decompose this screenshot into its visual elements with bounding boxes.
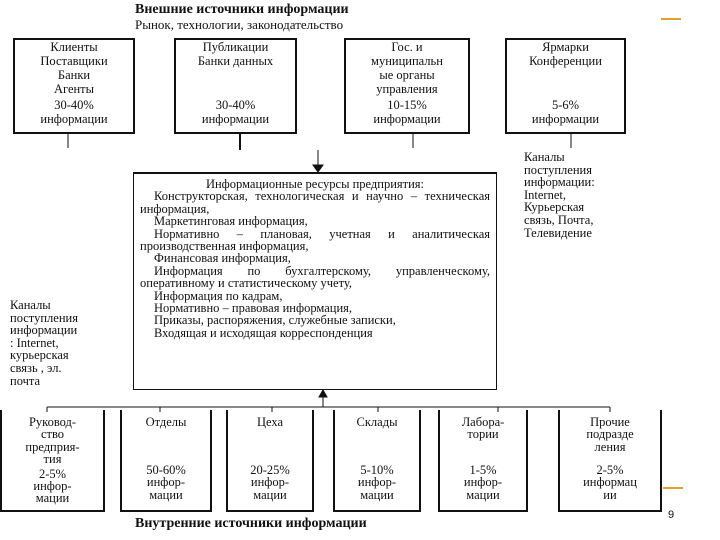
label: Публикации [202,40,269,54]
label: Гос. и [391,40,423,54]
external-sources-title: Внешние источники информации [135,2,349,17]
share-label: информации [201,112,270,126]
resources-heading: Информационные ресурсы предприятия: [205,177,425,191]
label: Internet, [524,187,566,202]
label: ство [40,427,65,442]
resource-item: Приказы, распоряжения, служебные записки, [154,313,396,328]
label: Каналы [10,298,51,312]
label: информации [10,323,78,338]
label: Лабора- [461,415,505,429]
share-label: инфор- [357,475,397,490]
share-label: мации [149,487,183,502]
external-sources-subtitle: Рынок, технологии, законодательство [135,17,344,32]
share-label: ии [603,487,617,502]
share-label: информации [373,112,441,126]
label: тории [467,427,499,442]
label: предприя- [25,439,80,454]
share-value: 1-5% [469,463,497,477]
share-label: мации [35,491,70,506]
label: Руковод- [28,415,77,429]
share-label: инфор- [250,475,290,490]
external-source-fairs [505,38,626,134]
external-source-clients [13,38,135,134]
share-value: 20-25% [250,463,290,477]
internal-source-other [558,410,662,512]
internal-sources-title: Внутренние источники информации [135,516,367,531]
internal-source-management [0,410,105,512]
label: Каналы [524,150,565,164]
share-value: 50-60% [146,463,186,477]
label: подразде [586,427,634,442]
label: Курьерская [524,200,585,215]
share-value: 30-40% [215,98,256,112]
internal-source-warehouses [333,410,421,512]
label: связь, Почта, [524,212,594,227]
label: поступления [10,310,78,325]
share-label: мации [466,487,500,502]
label: Поставщики [40,54,108,68]
share-value: 2-5% [38,466,67,481]
label: управления [376,82,438,96]
share-value: 30-40% [54,98,94,112]
resource-item: Нормативно – правовая информация, [154,301,353,316]
share-label: инфор- [146,475,186,490]
label: муниципальн [371,54,443,68]
share-label: инфор- [463,475,503,490]
resource-item: Финансовая информация, [154,251,291,266]
label: Цеха [256,415,284,429]
resource-item: Входящая и исходящая корреспонденция [154,325,373,340]
label: информации: [524,175,595,190]
label: Телевидение [524,225,592,240]
label: тия [43,452,62,467]
share-label: информации [40,112,108,126]
label: Склады [356,415,398,429]
label: ления [594,439,626,454]
share-value: 5-6% [551,98,580,112]
share-label: информац [583,475,637,490]
share-label: мации [253,487,287,502]
label: ые органы [379,68,435,82]
share-value: 5-10% [360,463,394,477]
accent-dash [663,487,683,489]
label: Прочие [590,415,630,429]
label: Конференции [529,54,602,68]
label: Агенты [53,82,95,96]
external-source-publications [174,38,297,134]
channels-right [524,151,595,239]
share-label: мации [360,487,394,502]
page-number: 9 [668,509,675,521]
enterprise-resources-box [133,172,497,390]
resource-item: Информация по бухгалтерскому, управленческому, оперативному и статистическому учету, [140,263,490,291]
label: Отделы [145,415,187,429]
label: почта [10,373,41,388]
share-label: информации [531,112,600,126]
label: Клиенты [50,40,98,54]
share-value: 10-15% [387,98,427,112]
external-source-government [344,38,470,134]
share-value: 2-5% [596,463,624,477]
internal-source-workshops [226,410,314,512]
channels-left [10,299,78,387]
label: Банки данных [197,54,274,68]
internal-source-departments [120,410,212,512]
label: поступления [524,162,592,177]
share-label: инфор- [33,479,72,494]
internal-source-laboratories [438,410,528,512]
resource-item: Маркетинговая информация, [154,214,308,229]
label: Банки [57,68,91,82]
label: : Internet, [10,335,59,350]
resource-item: Информация по кадрам, [154,288,283,303]
label: связь , эл. [10,360,62,375]
resource-item: Нормативно – плановая, учетная и аналитическая производственная информация, [140,226,490,254]
label: Ярмарки [542,40,589,54]
label: курьерская [10,348,69,363]
resource-item: Конструкторская, технологическая и научно – техническая информация, [140,189,490,216]
